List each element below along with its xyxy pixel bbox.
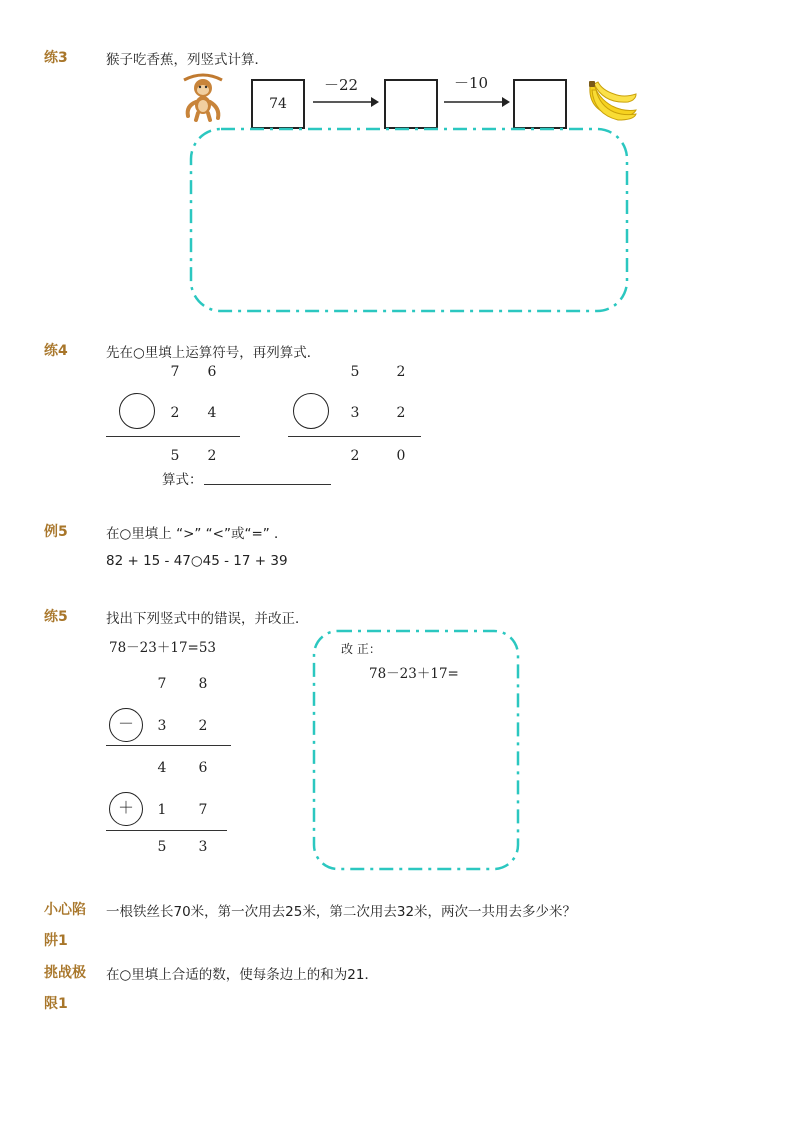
l5-equation: 78－23＋17=53: [109, 640, 217, 656]
monkey-icon: [180, 72, 226, 122]
tag-challenge-a: 挑战极: [44, 965, 86, 981]
formula-blank-line[interactable]: [204, 484, 331, 485]
arrow-right-icon: [444, 96, 510, 108]
l5-minus-circle: －: [109, 708, 143, 742]
l5-row4-tens: 1: [157, 802, 167, 818]
tag-l4: 练4: [44, 343, 68, 359]
tag-l5: 练5: [44, 609, 68, 625]
p1-operator-circle[interactable]: [119, 393, 155, 429]
l5-row5-tens: 5: [157, 839, 167, 855]
l5-row4-ones: 7: [198, 802, 208, 818]
tag-trap-a: 小心陷: [44, 902, 86, 918]
formula-label: 算式：: [162, 472, 203, 488]
l5-row2-ones: 2: [198, 718, 208, 734]
p1-mid-ones: 4: [207, 405, 217, 421]
p2-top-ones: 2: [396, 364, 406, 380]
l5-instruction: 找出下列竖式中的错误，并改正．: [106, 611, 309, 627]
l5-divider-2: [106, 830, 227, 831]
p2-result-ones: 0: [396, 448, 406, 464]
p1-result-tens: 5: [170, 448, 180, 464]
answer-box-1[interactable]: [384, 79, 438, 129]
tag-challenge-b: 限1: [44, 996, 68, 1012]
correction-equation: 78－23＋17=: [369, 666, 459, 682]
e5-instruction: 在○里填上 “>” “<”或“=” ．: [106, 526, 288, 542]
challenge-question: 在○里填上合适的数，使每条边上的和为21．: [106, 967, 378, 983]
p2-divider: [288, 436, 421, 437]
tag-trap-b: 阱1: [44, 933, 68, 949]
p2-mid-ones: 2: [396, 405, 406, 421]
l5-row3-tens: 4: [157, 760, 167, 776]
l5-row1-tens: 7: [157, 676, 167, 692]
l5-row5-ones: 3: [198, 839, 208, 855]
l5-plus-circle: ＋: [109, 792, 143, 826]
l5-row3-ones: 6: [198, 760, 208, 776]
p2-mid-tens: 3: [350, 405, 360, 421]
p2-result-tens: 2: [350, 448, 360, 464]
start-value: 74: [269, 96, 287, 112]
p1-top-ones: 6: [207, 364, 217, 380]
l3-answer-area[interactable]: [188, 126, 630, 314]
correction-label: 改 正：: [341, 642, 381, 656]
tag-e5: 例5: [44, 524, 68, 540]
l3-instruction: 猴子吃香蕉，列竖式计算．: [106, 52, 268, 68]
p1-top-tens: 7: [170, 364, 180, 380]
l5-row2-tens: 3: [157, 718, 167, 734]
p1-divider: [106, 436, 240, 437]
p1-mid-tens: 2: [170, 405, 180, 421]
p2-operator-circle[interactable]: [293, 393, 329, 429]
op1-label: －22: [324, 76, 359, 94]
tag-l3: 练3: [44, 50, 68, 66]
l5-row1-ones: 8: [198, 676, 208, 692]
banana-icon: [584, 80, 638, 124]
l4-instruction: 先在○里填上运算符号，再列算式．: [106, 345, 321, 361]
l5-divider-1: [106, 745, 231, 746]
e5-expression: 82 + 15 - 47○45 - 17 + 39: [106, 553, 288, 569]
op2-label: －10: [454, 74, 489, 92]
p1-result-ones: 2: [207, 448, 217, 464]
trap-question: 一根铁丝长70米，第一次用去25米，第二次用去32米，两次一共用去多少米？: [106, 904, 577, 920]
start-box: [251, 79, 305, 129]
arrow-right-icon: [313, 96, 379, 108]
p2-top-tens: 5: [350, 364, 360, 380]
answer-box-2[interactable]: [513, 79, 567, 129]
